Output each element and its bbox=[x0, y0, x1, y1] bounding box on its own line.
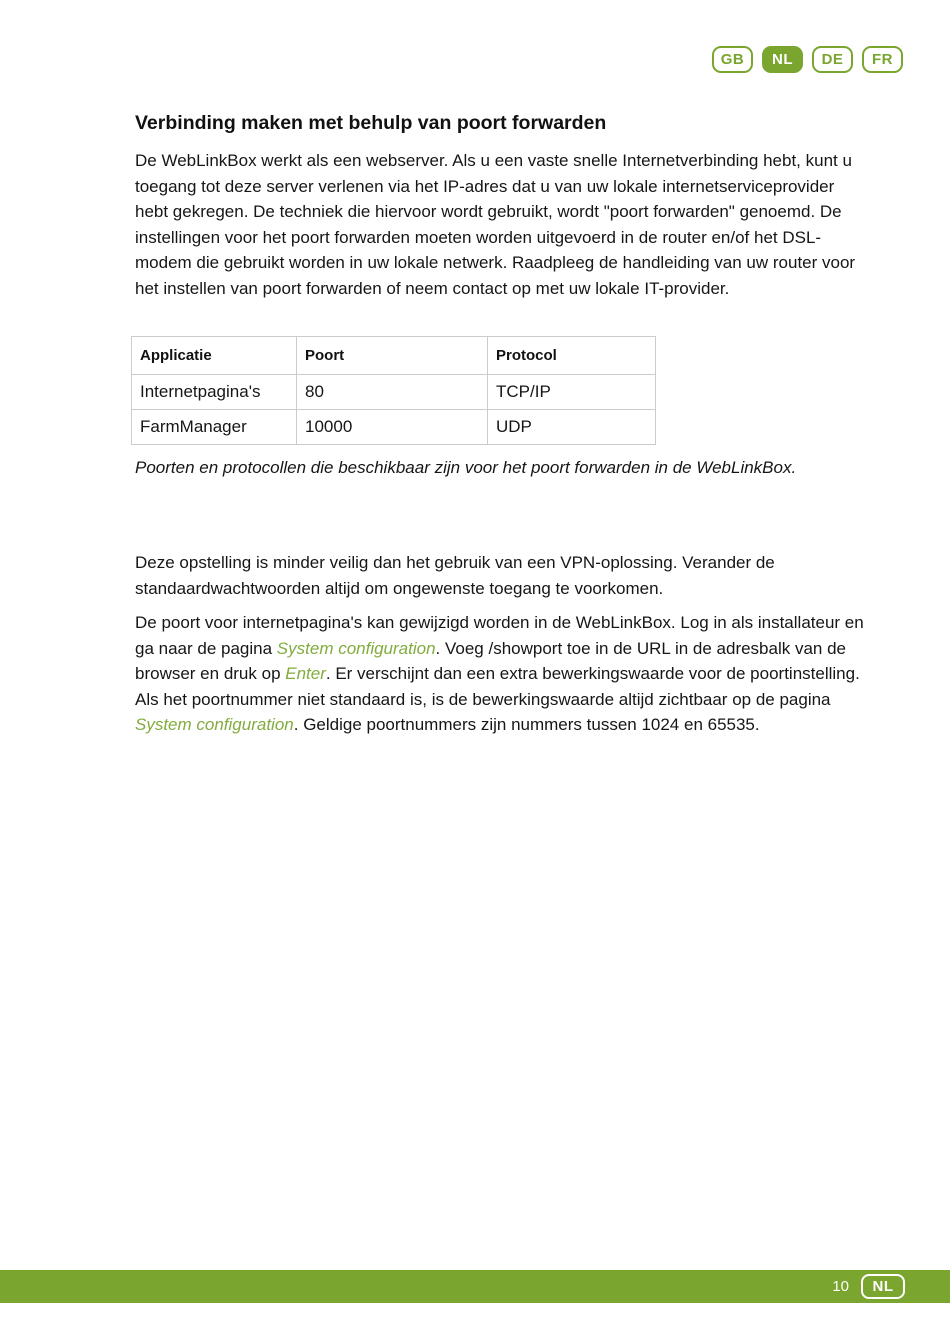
table-row bbox=[132, 410, 656, 445]
table-header-applicatie: Applicatie bbox=[132, 337, 297, 375]
page-number: 10 bbox=[832, 1278, 849, 1295]
cell-protocol: TCP/IP bbox=[488, 375, 656, 410]
table-caption: Poorten en protocollen die beschikbaar zijn voor het poort forwarden in de WebLinkBox. bbox=[135, 458, 797, 477]
section-heading: Verbinding maken met behulp van poort forwarden bbox=[135, 112, 607, 134]
cell-protocol: UDP bbox=[488, 410, 656, 445]
table-header-poort: Poort bbox=[297, 337, 488, 375]
table-header-protocol: Protocol bbox=[488, 337, 656, 375]
language-tab-gb[interactable]: GB bbox=[712, 46, 753, 73]
paragraph-text: . Er verschijnt dan een extra bewerkingswaarde voor de poortinstelling. Als het poortnummer niet standaard is, is de bewerkingswaarde altijd zichtbaar op de pagina bbox=[135, 664, 860, 709]
language-tab-de[interactable]: DE bbox=[812, 46, 853, 73]
language-tab-fr[interactable]: FR bbox=[862, 46, 903, 73]
cell-port: 10000 bbox=[297, 410, 488, 445]
footer-bar bbox=[0, 1270, 950, 1303]
paragraph-text: De poort voor internetpagina's kan gewijzigd worden in de WebLinkBox. Log in als installateur en ga naar de pagina bbox=[135, 613, 864, 658]
paragraph-port-forwarding-intro: De WebLinkBox werkt als een webserver. Als u een vaste snelle Internetverbinding hebt, kunt u toegang tot deze server verlenen via het IP-adres dat u van uw lokale internetserviceprovider hebt gekregen. De techniek die hiervoor wordt gebruikt, wordt "poort forwarden" genoemd. De instellingen voor het poort forwarden moeten worden uitgevoerd in de router en/of het DSL-modem die gebruikt worden in uw lokale netwerk. Raadpleeg de handleiding van uw router voor het instellen van poort forwarden of neem contact op met uw lokale IT-provider. bbox=[135, 151, 856, 298]
cell-application: FarmManager bbox=[132, 410, 297, 445]
enter-key-reference: Enter bbox=[285, 664, 326, 683]
paragraph-security-warning: Deze opstelling is minder veilig dan het gebruik van een VPN-oplossing. Verander de standaardwachtwoorden altijd om ongewenste toegang te voorkomen. bbox=[135, 553, 775, 598]
language-tab-nl[interactable]: NL bbox=[762, 46, 803, 73]
table-header-row bbox=[132, 337, 656, 375]
footer-language-badge: NL bbox=[861, 1274, 905, 1299]
paragraph-text: . Geldige poortnummers zijn nummers tussen 1024 en 65535. bbox=[293, 715, 760, 734]
cell-application: Internetpagina's bbox=[132, 375, 297, 410]
paragraph-text: . Voeg /showport toe in de URL in de adresbalk van de browser en druk op bbox=[135, 638, 847, 683]
language-tabs bbox=[712, 46, 903, 73]
system-configuration-reference: System configuration bbox=[135, 715, 294, 734]
cell-port: 80 bbox=[297, 375, 488, 410]
paragraph-change-port bbox=[135, 610, 865, 738]
ports-table bbox=[131, 336, 656, 445]
table-row bbox=[132, 375, 656, 410]
system-configuration-reference: System configuration bbox=[276, 638, 436, 658]
